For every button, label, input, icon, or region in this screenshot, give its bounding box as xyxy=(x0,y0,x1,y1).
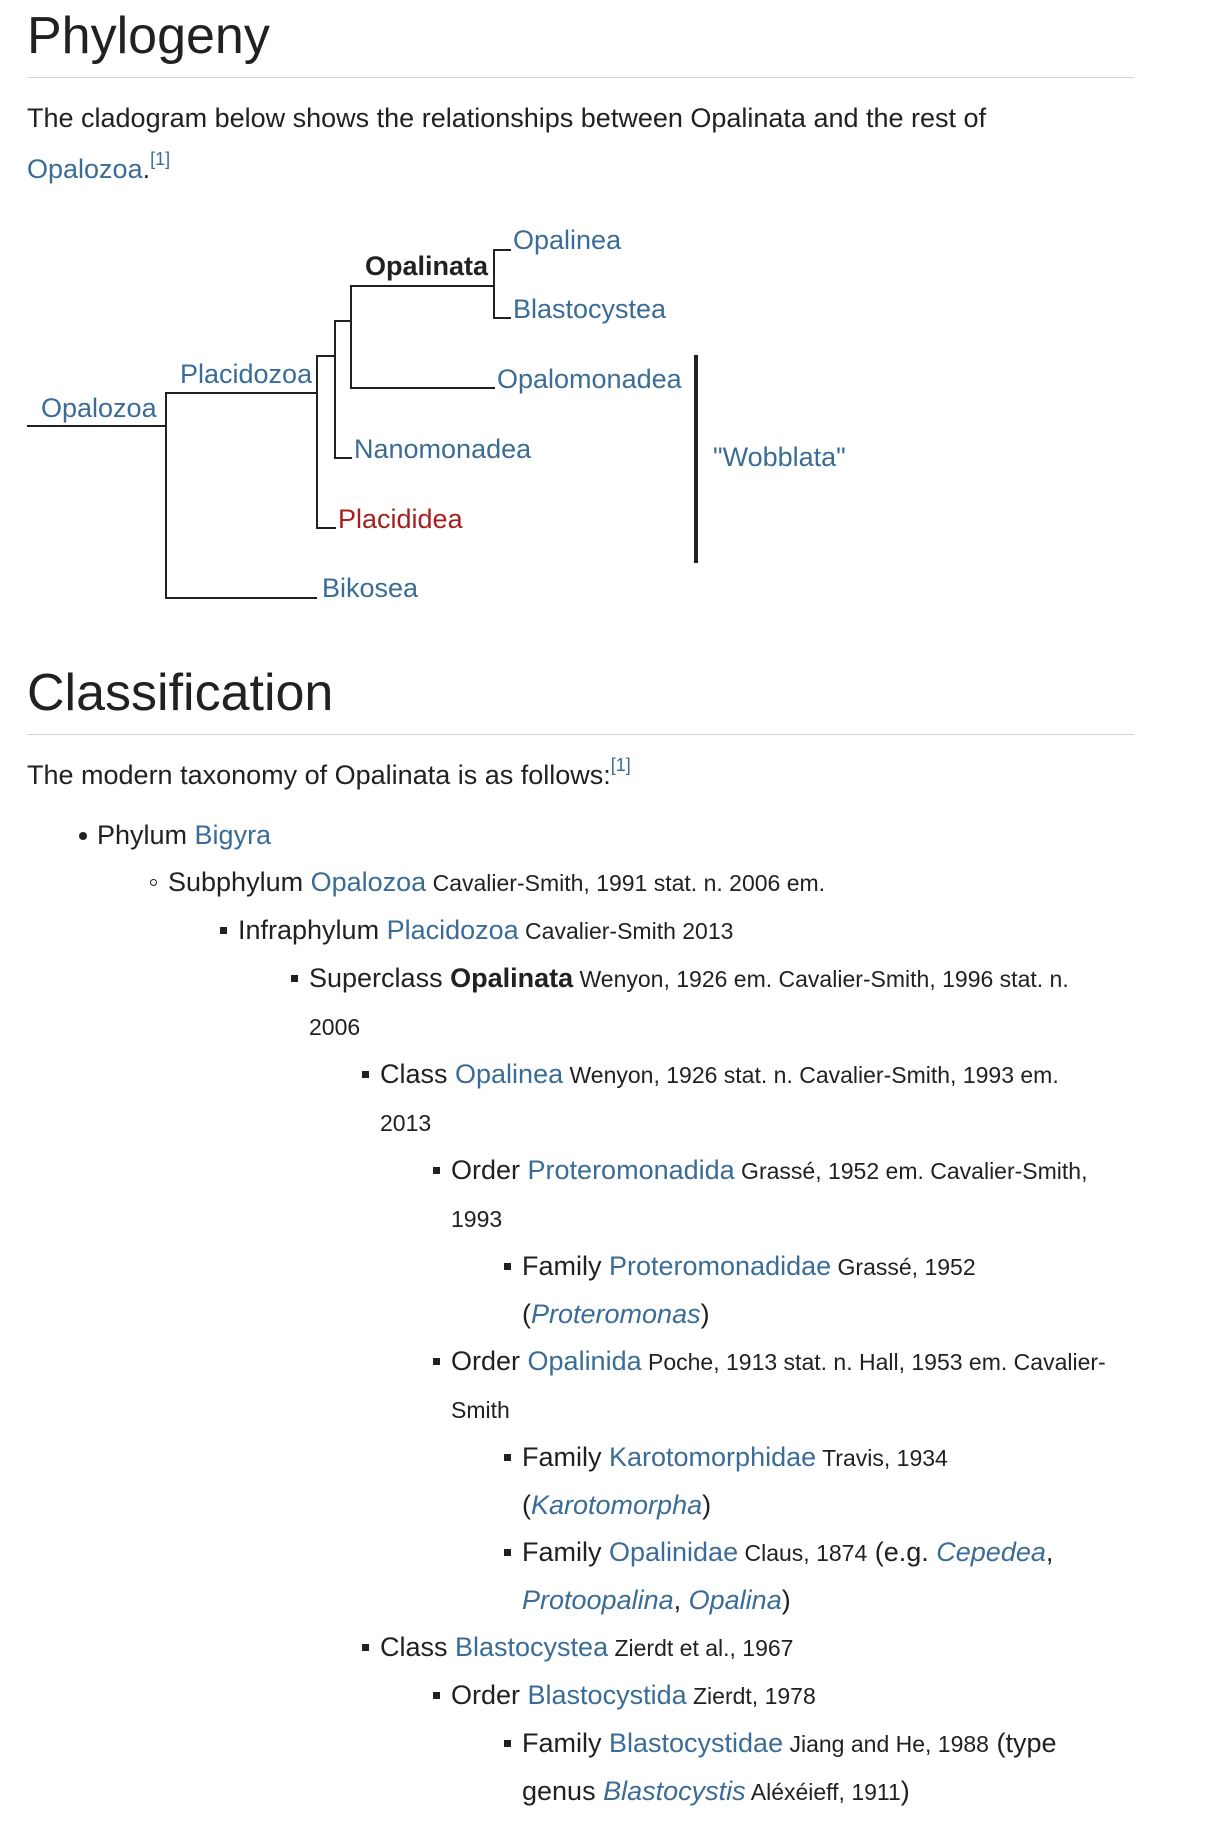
cladogram-placidozoa-split xyxy=(316,355,318,529)
blastocystea-taxon-link[interactable]: Blastocystea xyxy=(455,1632,609,1662)
cladogram-opalinea-branch xyxy=(493,249,511,251)
cladogram-opalinata-split xyxy=(493,249,495,319)
disc-bullet xyxy=(79,832,87,840)
taxon-superclass: Superclass Opalinata Wenyon, 1926 em. Cavalier-Smith, 1996 stat. n. 2006 xyxy=(309,955,1089,1051)
cladogram-label-bikosea[interactable]: Bikosea xyxy=(322,573,419,603)
cladogram-opalomonadea-branch xyxy=(350,387,495,389)
cladogram-placididea-branch xyxy=(316,527,336,529)
proteromonadidae-link[interactable]: Proteromonadidae xyxy=(609,1251,832,1281)
taxon-order-blastocystida: Order Blastocystida Zierdt, 1978 xyxy=(451,1672,1121,1720)
classification-intro-text: The modern taxonomy of Opalinata is as follows: xyxy=(27,760,611,790)
square-bullet xyxy=(220,927,227,934)
blastocystida-link[interactable]: Blastocystida xyxy=(527,1680,687,1710)
protoopalina-link[interactable]: Protoopalina xyxy=(522,1585,674,1615)
taxon-class-opalinea: Class Opalinea Wenyon, 1926 stat. n. Cavalier-Smith, 1993 em. 2013 xyxy=(380,1051,1090,1147)
cladogram-inner-branch xyxy=(316,355,336,357)
cladogram-label-wobblata[interactable]: "Wobblata" xyxy=(713,442,846,472)
taxon-phylum: Phylum Bigyra xyxy=(97,812,1097,859)
bigyra-link[interactable]: Bigyra xyxy=(194,820,272,850)
cladogram-bikosea-branch xyxy=(165,597,317,599)
taxon-class-blastocystea: Class Blastocystea Zierdt et al., 1967 xyxy=(380,1624,1090,1672)
opalinea-taxon-link[interactable]: Opalinea xyxy=(455,1059,564,1089)
taxon-infraphylum: Infraphylum Placidozoa Cavalier-Smith 2013 xyxy=(238,907,1138,955)
square-bullet xyxy=(362,1071,369,1078)
cladogram-inner2-split xyxy=(350,285,352,389)
cladogram-inner-split xyxy=(334,320,336,459)
taxon-family-karotomorphidae: Family Karotomorphidae Travis, 1934 (Karotomorpha) xyxy=(522,1434,992,1529)
reference-1-link[interactable]: [1] xyxy=(150,149,171,169)
proteromonas-link[interactable]: Proteromonas xyxy=(531,1299,701,1329)
taxon-family-blastocystidae: Family Blastocystidae Jiang and He, 1988 (type genus Blastocystis Aléxéieff, 1911) xyxy=(522,1720,1082,1816)
cladogram-wobblata-bracket xyxy=(694,355,698,563)
classification-heading-rule xyxy=(27,734,1134,735)
cepedea-link[interactable]: Cepedea xyxy=(936,1537,1046,1567)
cladogram-label-opalozoa[interactable]: Opalozoa xyxy=(41,393,157,423)
cladogram-root-branch xyxy=(27,425,167,427)
opalinida-link[interactable]: Opalinida xyxy=(527,1346,642,1376)
cladogram-opalozoa-split xyxy=(165,392,167,599)
taxonomy-list xyxy=(0,812,1220,1816)
cladogram-label-opalomonadea[interactable]: Opalomonadea xyxy=(497,364,682,394)
taxon-order-proteromonadida: Order Proteromonadida Grassé, 1952 em. Cavalier-Smith, 1993 xyxy=(451,1147,1121,1243)
cladogram-label-opalinata: Opalinata xyxy=(365,251,489,281)
opalina-link[interactable]: Opalina xyxy=(688,1585,782,1615)
phylogeny-intro-text: The cladogram below shows the relationships between Opalinata and the rest of xyxy=(27,103,987,133)
cladogram-nanomonadea-branch xyxy=(334,457,352,459)
cladogram-placidozoa-branch xyxy=(165,392,318,394)
square-bullet xyxy=(433,1167,440,1174)
cladogram xyxy=(0,0,1220,640)
cladogram-label-opalinea[interactable]: Opalinea xyxy=(513,225,622,255)
taxon-family-proteromonadidae: Family Proteromonadidae Grassé, 1952 (Proteromonas) xyxy=(522,1243,1012,1338)
karotomorpha-link[interactable]: Karotomorpha xyxy=(531,1490,703,1520)
opalozoa-taxon-link[interactable]: Opalozoa xyxy=(310,867,427,897)
blastocystis-link[interactable]: Blastocystis xyxy=(603,1776,746,1806)
cladogram-label-placidozoa[interactable]: Placidozoa xyxy=(180,359,313,389)
cladogram-label-blastocystea[interactable]: Blastocystea xyxy=(513,294,667,324)
karotomorphidae-link[interactable]: Karotomorphidae xyxy=(609,1442,817,1472)
square-bullet xyxy=(504,1263,511,1270)
square-bullet xyxy=(433,1358,440,1365)
square-bullet xyxy=(362,1644,369,1651)
reference-1-link-2[interactable]: [1] xyxy=(610,755,631,775)
taxon-order-opalinida: Order Opalinida Poche, 1913 stat. n. Hall, 1953 em. Cavalier-Smith xyxy=(451,1338,1151,1434)
opalinidae-link[interactable]: Opalinidae xyxy=(609,1537,739,1567)
cladogram-opalinata-branch xyxy=(350,285,495,287)
opalinata-bold: Opalinata xyxy=(450,963,574,993)
square-bullet xyxy=(504,1740,511,1747)
square-bullet xyxy=(291,975,298,982)
cladogram-label-nanomonadea[interactable]: Nanomonadea xyxy=(354,434,532,464)
classification-heading: Classification xyxy=(27,664,334,722)
classification-intro xyxy=(27,750,1107,801)
square-bullet xyxy=(504,1454,511,1461)
square-bullet xyxy=(433,1692,440,1699)
circle-bullet xyxy=(150,879,157,886)
opalozoa-link[interactable]: Opalozoa xyxy=(27,154,143,184)
phylogeny-heading: Phylogeny xyxy=(27,7,270,65)
cladogram-label-placididea[interactable]: Placididea xyxy=(338,504,463,534)
square-bullet xyxy=(504,1549,511,1556)
phylogeny-intro-period: . xyxy=(142,154,151,184)
taxon-family-opalinidae: Family Opalinidae Claus, 1874 (e.g. Cepedea, Protoopalina, Opalina) xyxy=(522,1529,1062,1624)
proteromonadida-link[interactable]: Proteromonadida xyxy=(527,1155,735,1185)
blastocystidae-link[interactable]: Blastocystidae xyxy=(609,1728,784,1758)
placidozoa-taxon-link[interactable]: Placidozoa xyxy=(386,915,519,945)
taxon-subphylum: Subphylum Opalozoa Cavalier-Smith, 1991 stat. n. 2006 em. xyxy=(168,859,1118,907)
cladogram-blastocystea-branch xyxy=(493,317,511,319)
